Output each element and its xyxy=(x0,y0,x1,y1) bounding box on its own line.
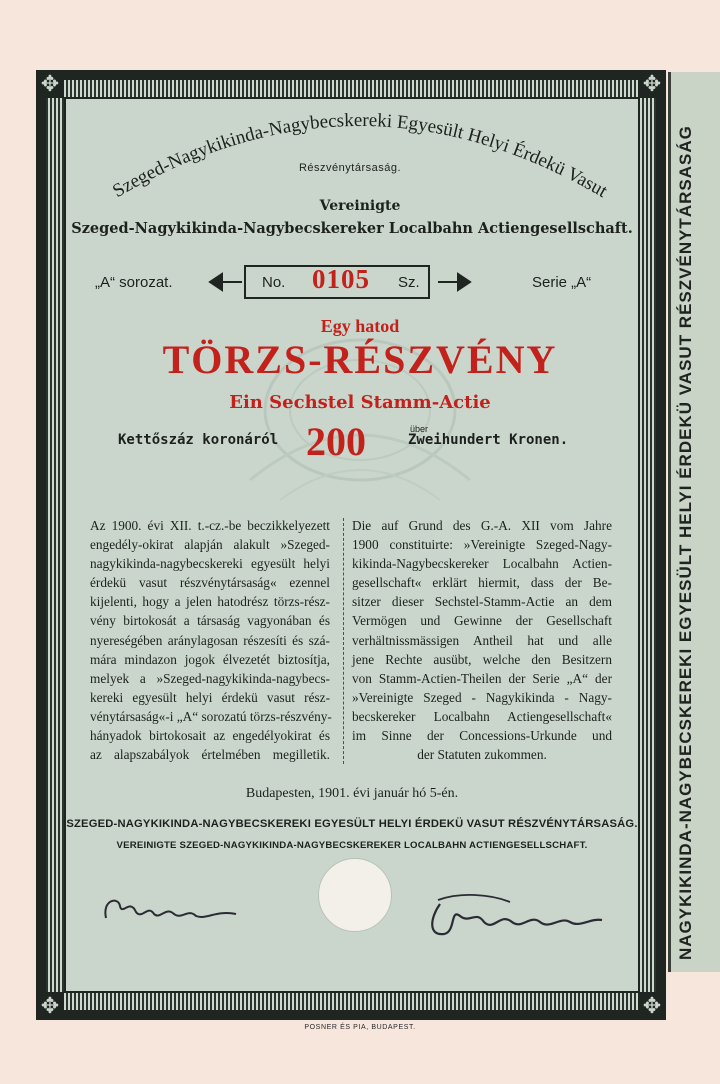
text-hu-line: érdekü vasut részvénytársaság« ezennel xyxy=(90,575,330,591)
text-hu-line: nagykikinda-nagybecskereki egyesült helyi xyxy=(90,556,330,572)
signature-right-icon xyxy=(420,888,610,948)
seal-circle xyxy=(318,858,392,932)
share-title: TÖRZS-RÉSZVÉNY xyxy=(162,337,558,382)
text-hu-block xyxy=(90,516,330,764)
text-de-line: gesellschaft« erklärt hiermit, dass der Be- xyxy=(352,575,612,591)
number-suffix: Sz. xyxy=(398,274,420,291)
text-de-line: Die auf Grund des G.-A. XII vom Jahre xyxy=(352,518,612,533)
text-de-line: der Statuten zukommen. xyxy=(417,747,547,763)
signature-left-icon xyxy=(96,890,246,930)
amount-left: Kettőszáz koronáról xyxy=(118,432,279,448)
text-hu-line: nyereségében aránylagosan részesíti és szá- xyxy=(90,632,330,648)
text-de-line: »Vereinigte Szeged - Nagykikinda - Nagy- xyxy=(352,689,612,705)
fraction-hu: Egy hatod xyxy=(320,316,400,336)
text-de-line: kikinda-Nagybecskereker Localbahn Actien- xyxy=(352,556,612,572)
text-de-line: von Stamm-Actien-Theilen der Serie „A“ der xyxy=(352,670,612,686)
text-de-line: 1900 constituirte: »Vereinigte Szeged-Nagy- xyxy=(352,537,612,553)
number-label: No. xyxy=(262,274,286,291)
footer-hu: SZEGED-NAGYKIKINDA-NAGYBECSKEREKI EGYESÜLT HELYI ÉRDEKÜ VASUT RÉSZVÉNYTÁRSASÁG. xyxy=(66,818,638,830)
ornament-corner-icon: ✥ xyxy=(638,992,666,1020)
text-de-block xyxy=(352,516,612,764)
ornament-corner-icon: ✥ xyxy=(36,70,64,98)
footer-de: VEREINIGTE SZEGED-NAGYKIKINDA-NAGYBECSKEREKER LOCALBAHN ACTIENGESELLSCHAFT. xyxy=(116,840,588,851)
text-hu-line: kijelenti, hogy a jelen hatodrész törzs-rész- xyxy=(90,594,330,610)
share-title-de: Ein Sechstel Stamm-Actie xyxy=(229,392,491,413)
text-hu-line: engedély-okirat alapján alakult »Szeged- xyxy=(90,537,330,553)
text-hu-line: hányadok birtokosait az engedélyokirat és xyxy=(90,728,330,744)
company-arc-text: Szeged-Nagykikinda-Nagybecskereki Egyesült Helyi Érdekü Vasut xyxy=(109,109,611,203)
text-de-line: jene Rechte ausübt, welche den Besitzern xyxy=(352,651,612,667)
amount-right: Zweihundert Kronen. xyxy=(408,432,569,448)
text-hu-line: mára mindazon jogok élvezetét biztosítja, xyxy=(90,651,330,667)
ornament-flourish-icon xyxy=(436,270,472,294)
series-right: Serie „A“ xyxy=(532,274,592,291)
text-de-line: im Sinne der Concessions-Urkunde und xyxy=(352,728,612,744)
column-divider xyxy=(343,518,344,764)
german-company: Szeged-Nagykikinda-Nagybecskereker Localbahn Actiengesellschaft. xyxy=(71,220,633,237)
text-hu-line: az alapszabályok értelmében megilletik. xyxy=(90,747,330,763)
certificate-number: 0105 xyxy=(312,264,370,294)
amount-value: 200 xyxy=(306,419,366,464)
amount-over: über xyxy=(410,424,429,434)
subtitle-hu: Részvénytársaság. xyxy=(298,162,402,174)
stub-text: NAGYKIKINDA-NAGYBECSKEREKI EGYESÜLT HELYI ÉRDEKÜ VASUT RÉSZVÉNYTÁRSASÁG xyxy=(676,125,695,960)
ornament-corner-icon: ✥ xyxy=(638,70,666,98)
text-de-line: Vermögen und Gewinne der Gesellschaft xyxy=(352,613,612,629)
ornament-flourish-icon xyxy=(208,270,244,294)
svg-text:Szeged-Nagykikinda-Nagybecsker xyxy=(109,110,611,202)
text-hu-line: Az 1900. évi XII. t.-cz.-be beczikkelyezett xyxy=(90,518,330,533)
text-de-line: verhältnissmässigen Antheil hat und alle xyxy=(352,632,612,648)
text-de-line: becskereker Localbahn Actiengesellschaft« xyxy=(352,708,612,724)
printer-imprint: POSNER ÉS PIA, BUDAPEST. xyxy=(304,1024,416,1031)
text-hu-line: vénytársaság«-i „A“ sorozatú törzs-részvény- xyxy=(90,708,332,724)
text-de-line: sitzer dieser Sechstel-Stamm-Actie an dem xyxy=(352,594,612,610)
text-hu-line: vény birtokosát a társaság vagyonában és xyxy=(90,613,330,629)
date-line: Budapesten, 1901. évi január hó 5-én. xyxy=(245,786,459,801)
german-prefix: Vereinigte xyxy=(319,198,401,214)
text-hu-line: kereki egyesült helyi érdekü vasut rész- xyxy=(90,689,330,705)
ornament-corner-icon: ✥ xyxy=(36,992,64,1020)
text-hu-line: melyek a »Szeged-nagykikinda-nagybecs- xyxy=(90,670,330,686)
series-left: „A“ sorozat. xyxy=(95,274,173,291)
